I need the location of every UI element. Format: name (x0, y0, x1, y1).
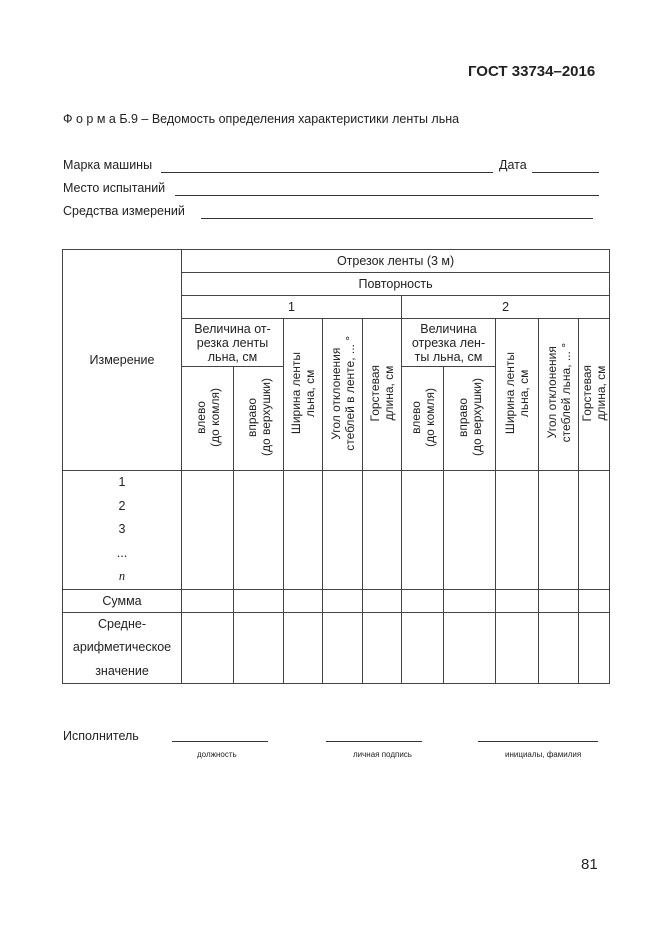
rep2-left-header: влево (до комля) (402, 367, 444, 471)
rep2-right-header: вправо (до верхушки) (444, 367, 496, 471)
date-line (532, 172, 599, 173)
rep1-width-header: Ширина ленты льна, см (284, 319, 323, 471)
rep2-length-header: Горстевая длина, см (579, 319, 610, 471)
sign-line (326, 741, 422, 742)
mean-label: Средне- арифметическое значение (63, 612, 182, 684)
position-line (172, 741, 268, 742)
rep2-width-header: Ширина ленты льна, см (496, 319, 539, 471)
rep1-segment-size: Величина от- резка ленты льна, см (182, 319, 284, 367)
place-line (175, 195, 599, 196)
position-caption: должность (197, 750, 237, 759)
measurement-table (62, 249, 610, 684)
sign-caption: личная подпись (353, 750, 412, 759)
executor-label: Исполнитель (63, 729, 139, 743)
rep2-segment-size: Величина отрезка лен- ты льна, см (402, 319, 496, 367)
date-label: Дата (499, 158, 527, 172)
rep2-angle-header: Угол отклонения стеблей льна, ... ° (539, 319, 579, 471)
measurement-header: Измерение (63, 250, 182, 471)
tools-line (201, 218, 593, 219)
repeat-header: Повторность (182, 273, 610, 296)
standard-number: ГОСТ 33734–2016 (468, 63, 596, 80)
table-row (63, 589, 610, 612)
rep1-angle-header: Угол отклонения стеблей в ленте, ... ° (323, 319, 363, 471)
initials-line (478, 741, 598, 742)
row-numbers: 1 2 3 ... n (63, 471, 182, 590)
place-label: Место испытаний (63, 181, 166, 195)
repeat-2-header: 2 (402, 296, 610, 319)
form-title: Ф о р м а Б.9 – Ведомость определения характеристики ленты льна (63, 112, 460, 126)
rep1-length-header: Горстевая длина, см (363, 319, 402, 471)
rep1-left-header: влево (до комля) (182, 367, 234, 471)
tools-label: Средства измерений (63, 204, 185, 218)
page-number: 81 (581, 856, 598, 873)
initials-caption: инициалы, фамилия (505, 750, 582, 759)
table-row (63, 612, 610, 684)
table-row (63, 471, 610, 590)
repeat-1-header: 1 (182, 296, 402, 319)
rep1-right-header: вправо (до верхушки) (234, 367, 284, 471)
machine-line (161, 172, 493, 173)
sum-label: Сумма (63, 589, 182, 612)
segment-header: Отрезок ленты (3 м) (182, 250, 610, 273)
machine-label: Марка машины (63, 158, 153, 172)
